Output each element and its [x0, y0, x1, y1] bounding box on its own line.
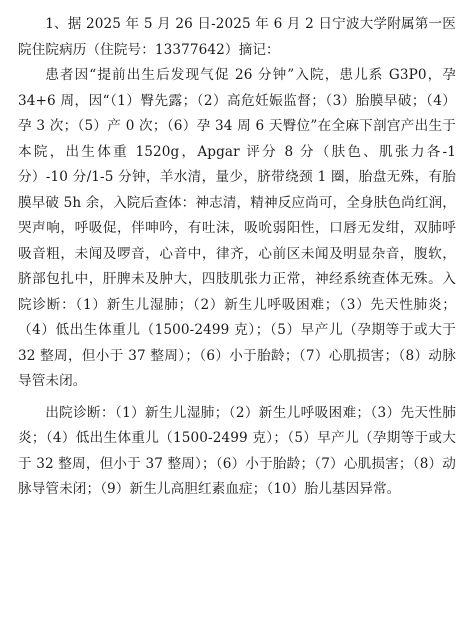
- admission-paragraph: 患者因“提前出生后发现气促 26 分钟”入院，患儿系 G3P0，孕 34+6 周，因“（1）臀先露；（2）高危妊娠监督；（3）胎膜早破；（4）孕 3 次；（5）产 0 次；（6）孕 34 周 6 天臀位”在全麻下剖宫产出生于本院，出生体重 1520g，Apgar 评分 8 分（肤色、肌张力各-1 分）-10 分/1-5 分钟，羊水清，量少，脐带绕颈 1 圈，胎盘无殊，有胎膜早破 5h 余，入院后查体：神志清，精神反应尚可，全身肤色尚红润，哭声响，呼吸促，伴呻吟，有吐沫，吸吮弱阳性，口唇无发绀，双肺呼吸音粗，未闻及啰音，心音中，律齐，心前区未闻及明显杂音，腹软，脐部包扎中，肝脾未及肿大，四肢肌张力正常，神经系统查体无殊。入院诊断：（1）新生儿湿肺；（2）新生儿呼吸困难；（3）先天性肺炎；（4）低出生体重儿（1500-2499 克）；（5）早产儿（孕期等于或大于 32 整周，但小于 37 整周）；（6）小于胎龄；（7）心肌损害；（8）动脉导管未闭。: [18, 67, 456, 389]
- record-source-paragraph: 1、据 2025 年 5 月 26 日-2025 年 6 月 2 日宁波大学附属第一医院住院病历（住院号：13377642）摘记：: [18, 16, 456, 58]
- medical-record-excerpt: [18, 12, 456, 503]
- discharge-diagnosis-paragraph: 出院诊断：（1）新生儿湿肺；（2）新生儿呼吸困难；（3）先天性肺炎；（4）低出生体重儿（1500-2499 克）；（5）早产儿（孕期等于或大于 32 整周，但小于 37 整周）；（6）小于胎龄；（7）心肌损害；（8）动脉导管未闭；（9）新生儿高胆红素血症；（10）胎儿基因异常。: [18, 404, 456, 497]
